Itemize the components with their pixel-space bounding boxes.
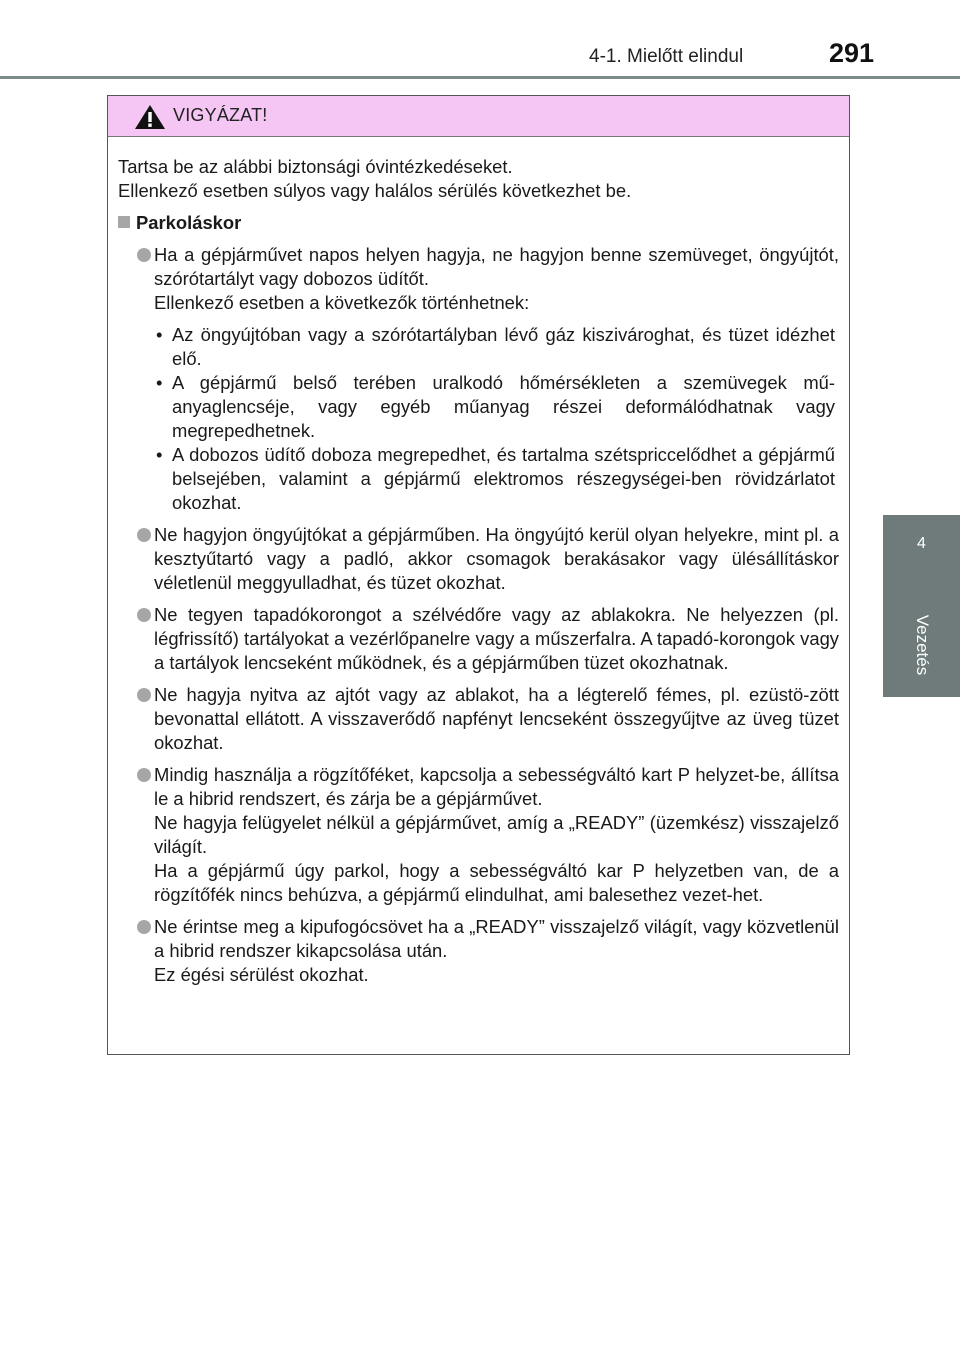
chapter-label: Vezetés [912,614,932,676]
warning-item [118,603,839,675]
dot-bullet-icon: • [156,444,163,465]
warning-intro [118,155,839,203]
item-text: Ne hagyja felügyelet nélkül a gépjárművet, amíg a „READY” (üzemkész) visszajelző világít. [154,812,839,857]
subheading-text: Parkoláskor [136,212,242,233]
circle-bullet-icon [137,768,151,782]
dot-bullet-icon: • [156,372,163,393]
dot-bullet-icon: • [156,324,163,345]
intro-line: Tartsa be az alábbi biztonsági óvintézkedéseket. [118,156,513,177]
list-item [154,443,835,515]
header-section-title: 4-1. Mielőtt elindul [589,46,744,67]
warning-title: VIGYÁZAT! [173,105,268,125]
warning-item [118,243,839,515]
warning-body [108,137,849,987]
item-text: Ne hagyja nyitva az ajtót vagy az ablakot, ha a légterelő fémes, pl. ezüstö-zött bevonattal ellátott. A visszaverődő napfényt lencseként összegyűjtve az üveg tüzet okozhat. [154,684,839,753]
item-text: Ne tegyen tapadókorongot a szélvédőre vagy az ablakokra. Ne helyezzen (pl. légfrissítő) tartályokat a vezérlőpanelre vagy a műszerfalra. A tapadó-korongok vagy a tartályok lencseként működnek, és a gépjárműben tüzet okozhatnak. [154,604,839,673]
warning-item [118,523,839,595]
warning-item [118,683,839,755]
list-item-text: A dobozos üdítő doboza megrepedhet, és tartalma szétspriccelődhet a gépjármű belsejében, valamint a gépjármű elektromos részegységei-ben rövidzárlatot okozhat. [172,444,835,513]
circle-bullet-icon [137,528,151,542]
item-text: Ha a gépjármű úgy parkol, hogy a sebességváltó kar P helyzetben van, de a rögzítőfék nincs behúzva, a gépjármű elindulhat, ami balesethez vezet-het. [154,860,839,905]
intro-line: Ellenkező esetben súlyos vagy halálos sérülés következhet be. [118,180,632,201]
item-text: Ez égési sérülést okozhat. [154,964,369,985]
warning-item [118,915,839,987]
warning-header [108,96,849,137]
item-text: Ne érintse meg a kipufogócsövet ha a „READY” visszajelző világít, vagy közvetlenül a hibrid rendszer kikapcsolása után. [154,916,839,961]
list-item-text: Az öngyújtóban vagy a szórótartályban lévő gáz kiszivároghat, és tüzet idézhet elő. [172,324,835,369]
circle-bullet-icon [137,608,151,622]
item-text: Ha a gépjárművet napos helyen hagyja, ne hagyjon benne szemüveget, öngyújtót, szórótartályt vagy dobozos üdítőt. [154,244,839,289]
chapter-side-tab [883,515,960,697]
circle-bullet-icon [137,248,151,262]
list-item [154,371,835,443]
subheading-parking [118,211,839,235]
circle-bullet-icon [137,920,151,934]
warning-triangle-icon [134,104,166,135]
page-number: 291 [829,38,875,68]
item-text: Ne hagyjon öngyújtókat a gépjárműben. Ha öngyújtó kerül olyan helyekre, mint pl. a kesztyűtartó vagy a padló, akkor csomagok berakásakor vagy ülésállításkor véletlenül meggyulladhat, és tüzet okozhat. [154,524,839,593]
square-bullet-icon [118,216,130,228]
consequence-list [154,323,839,515]
warning-item [118,763,839,907]
chapter-number: 4 [917,535,926,552]
list-item-text: A gépjármű belső terében uralkodó hőmérsékleten a szemüvegek mű-anyaglencséje, vagy egyéb műanyag részei deformálódhatnak vagy megrepedhetnek. [172,372,835,441]
header-rule [0,76,960,79]
warning-box [107,95,850,1055]
item-text: Mindig használja a rögzítőféket, kapcsolja a sebességváltó kart P helyzet-be, állítsa le a hibrid rendszert, és zárja be a gépjárművet. [154,764,839,809]
item-text: Ellenkező esetben a következők történhetnek: [154,292,530,313]
circle-bullet-icon [137,688,151,702]
list-item [154,323,835,371]
